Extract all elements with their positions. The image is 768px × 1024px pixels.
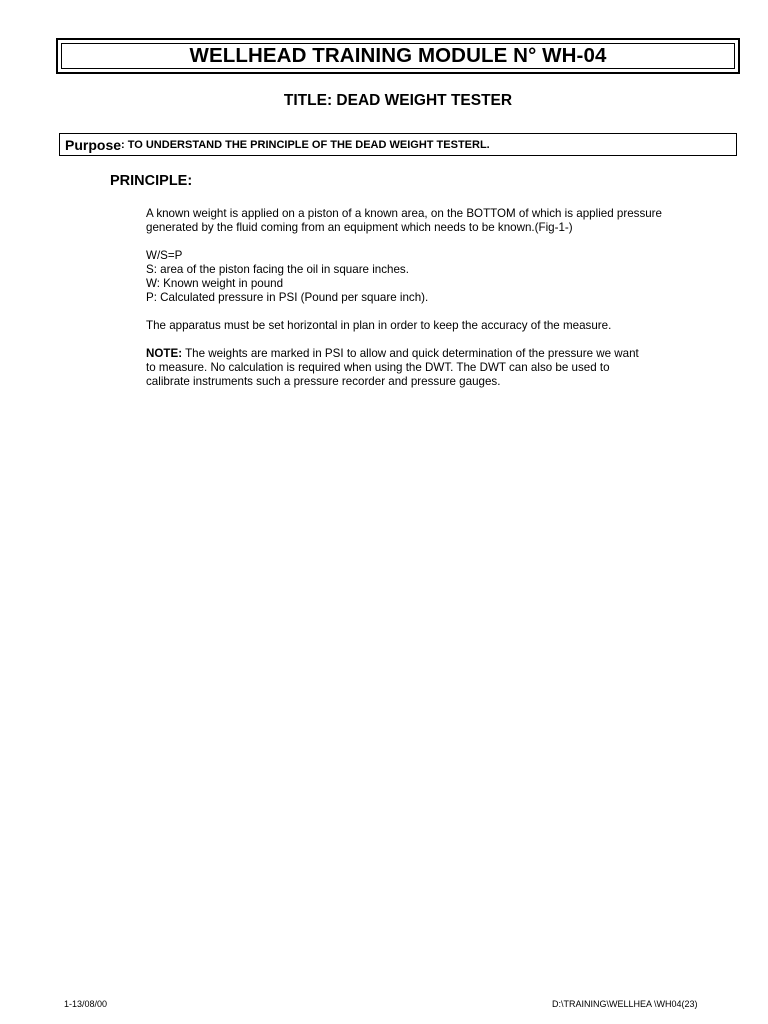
module-header-box [56,38,740,74]
principle-paragraph-line: A known weight is applied on a piston of a known area, on the BOTTOM of which is applied pressure [146,207,662,220]
definition-s: S: area of the piston facing the oil in square inches. [146,263,409,276]
module-title: WELLHEAD TRAINING MODULE N° WH-04 [189,44,607,67]
formula: W/S=P [146,249,183,262]
definition-w: W: Known weight in pound [146,277,284,290]
principle-paragraph-line: generated by the fluid coming from an equipment which needs to be known.(Fig-1-) [146,221,573,234]
horizontal-note: The apparatus must be set horizontal in plan in order to keep the accuracy of the measure. [146,319,612,332]
note-label: NOTE: [146,347,183,360]
purpose-box [59,133,737,156]
definition-p: P: Calculated pressure in PSI (Pound per square inch). [146,291,429,304]
footer-file-path: D:\TRAINING\WELLHEA \WH04(23) [552,999,698,1009]
note-text: The weights are marked in PSI to allow and quick determination of the pressure we want [182,347,639,360]
paragraph-gap [146,333,736,347]
paragraph-gap [146,305,736,319]
note-line [146,347,736,361]
note-line: calibrate instruments such a pressure recorder and pressure gauges. [146,375,501,388]
note-line: to measure. No calculation is required when using the DWT. The DWT can also be used to [146,361,610,374]
paragraph-gap [146,235,736,249]
module-header-inner-border [61,43,735,69]
footer-date: 1-13/08/00 [64,999,108,1009]
document-title: TITLE: DEAD WEIGHT TESTER [283,92,513,109]
principle-body [146,207,736,389]
purpose-label: Purpose [65,136,122,153]
purpose-text: : TO UNDERSTAND THE PRINCIPLE OF THE DEAD WEIGHT TESTERL. [121,138,490,151]
principle-heading: PRINCIPLE: [110,173,193,189]
